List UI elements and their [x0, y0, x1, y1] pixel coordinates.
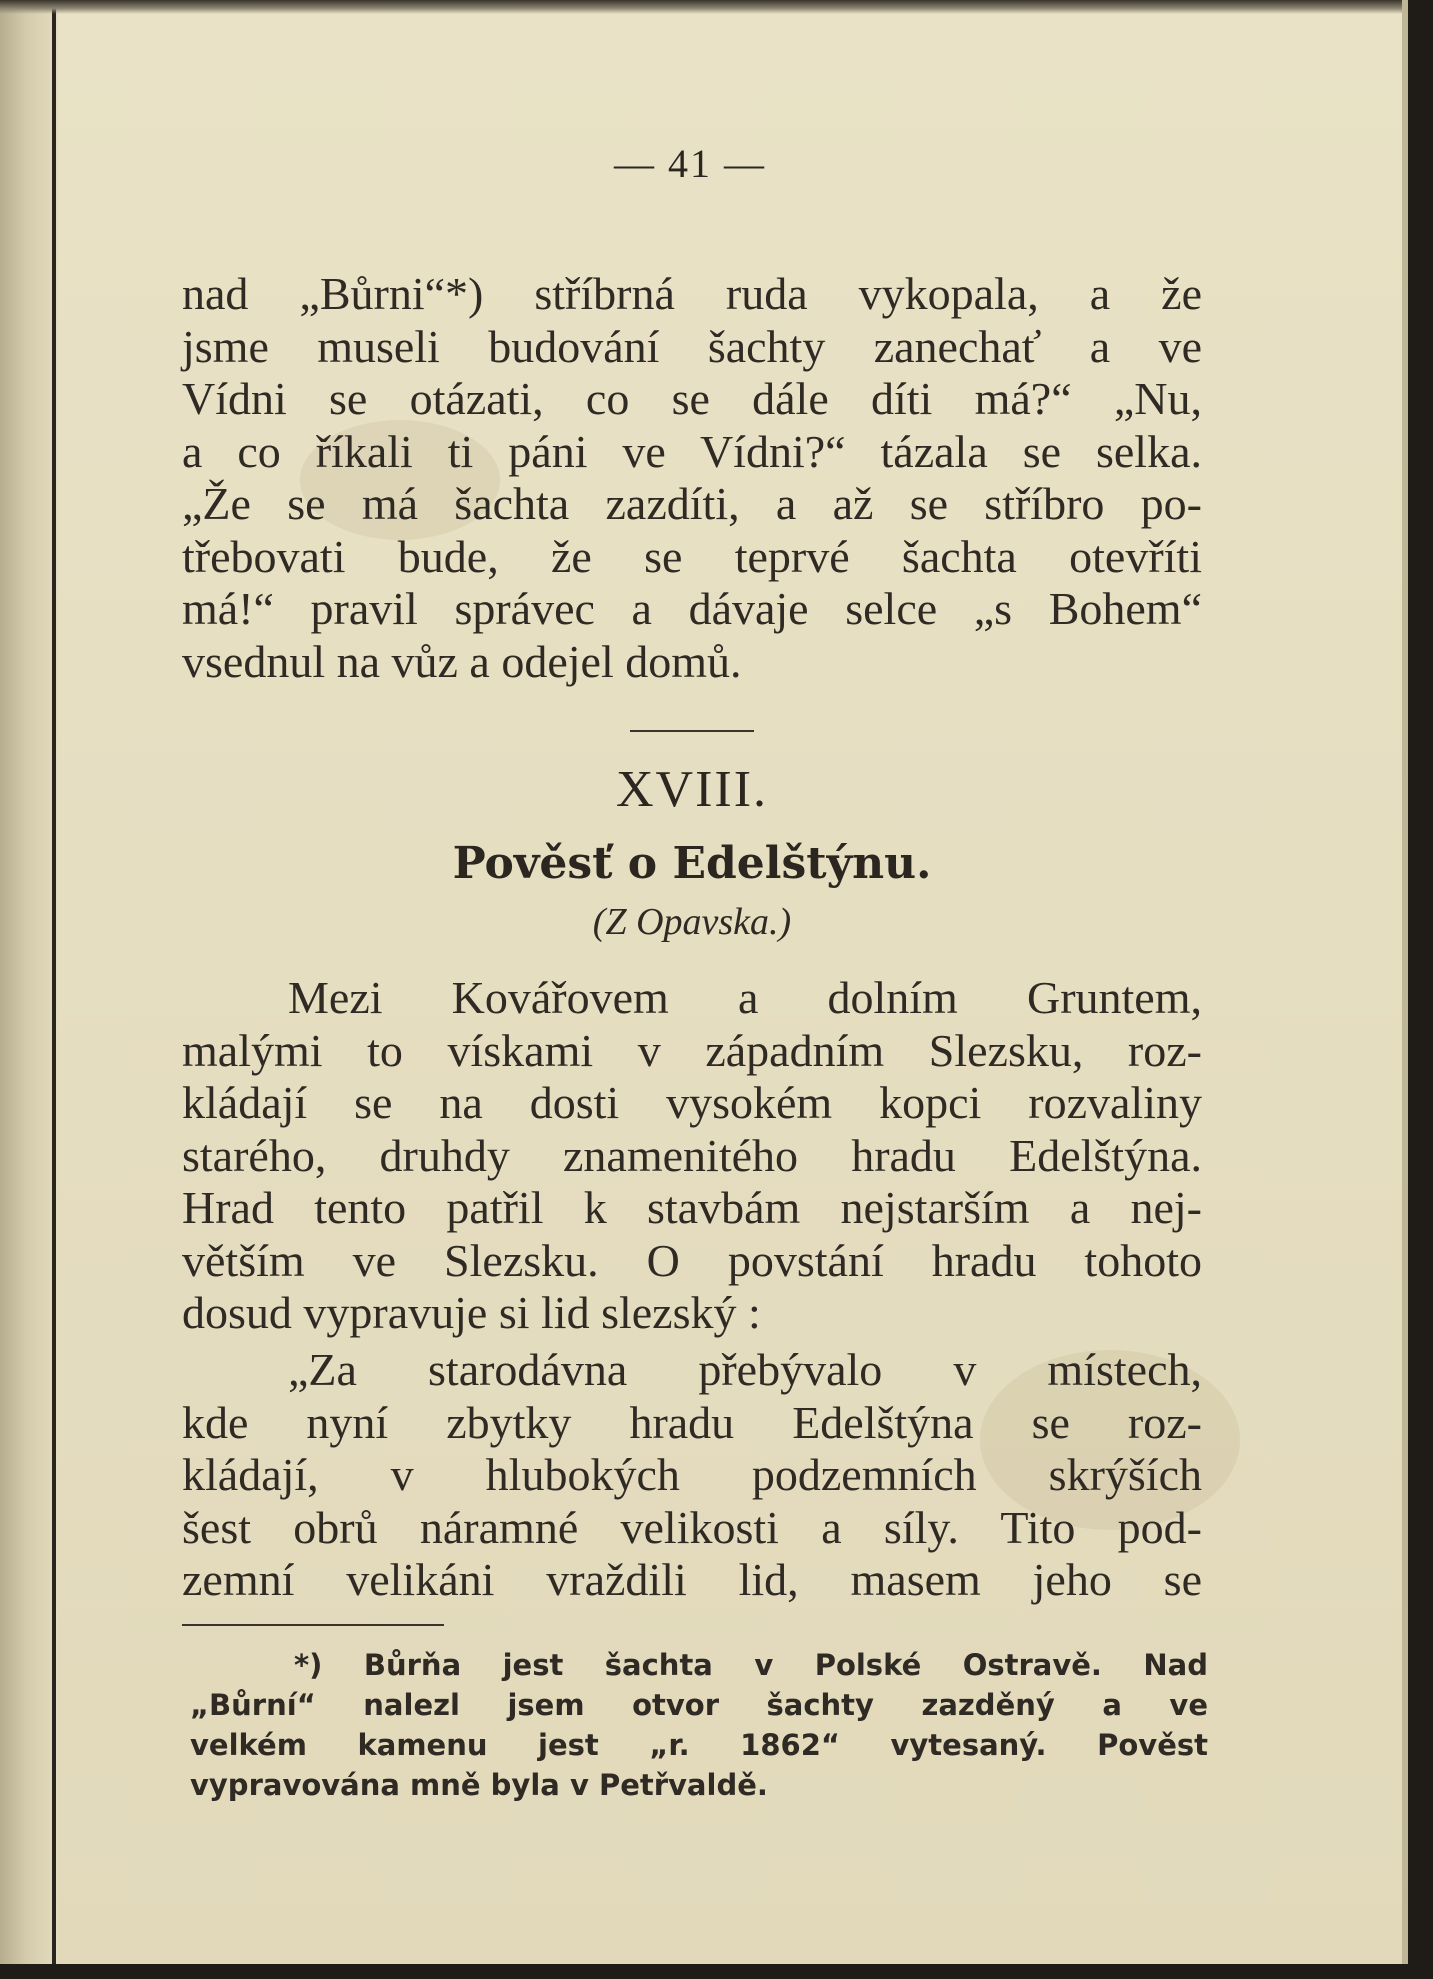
text-line: Vídni se otázati, co se dále díti má?“ „Nu, — [182, 373, 1202, 424]
text-line: „Za starodávna přebývalo v místech, — [288, 1344, 1202, 1395]
text-line: kde nyní zbytky hradu Edelštýna se roz- — [182, 1396, 1202, 1448]
chapter-title: Pověsť o Edelštýnu. — [452, 838, 932, 889]
text-line: šest obrů náramné velikosti a síly. Tito pod- — [182, 1501, 1202, 1553]
footnote-rule — [182, 1624, 444, 1626]
text-line: Mezi Kovářovem a dolním Gruntem, — [288, 972, 1202, 1023]
text-line: starého, druhdy znamenitého hradu Edelštýna. — [182, 1129, 1202, 1181]
text-line: a co říkali ti páni ve Vídni?“ tázala se selka. — [182, 425, 1202, 477]
page-right-edge — [1402, 0, 1408, 1964]
text-line: má!“ pravil správec a dávaje selce „s Bohem“ — [182, 583, 1202, 634]
footnote-line: vypravována mně byla v Petřvaldě. — [190, 1768, 768, 1802]
text-line: malými to vískami v západním Slezsku, roz- — [182, 1024, 1202, 1076]
book-spine — [0, 0, 58, 1964]
text-line: jsme museli budování šachty zanechať a ve — [182, 320, 1202, 372]
spine-edge — [52, 0, 56, 1964]
text-line: kládají se na dosti vysokém kopci rozvaliny — [182, 1077, 1202, 1128]
text-line: vsednul na vůz a odejel domů. — [182, 635, 742, 687]
text-line: „Že se má šachta zazdíti, a až se stříbro po- — [182, 478, 1202, 529]
text-line: nad „Bůrni“*) stříbrná ruda vykopala, a že — [182, 268, 1202, 319]
page-top-edge — [0, 0, 1408, 14]
footnote-line: *) Bůrňa jest šachta v Polské Ostravě. Nad — [294, 1648, 1208, 1682]
paragraph-continued — [182, 268, 1202, 688]
footnote-line: „Bůrní“ nalezl jsem otvor šachty zazděný a ve — [190, 1688, 1208, 1722]
paragraph-intro — [182, 972, 1202, 1340]
paragraph-legend — [182, 1344, 1202, 1607]
footnote — [190, 1645, 1208, 1805]
chapter-subtitle: (Z Opavska.) — [592, 901, 792, 943]
text-line: zemní velikáni vraždili lid, masem jeho se — [182, 1554, 1202, 1605]
text-line: dosud vypravuje si lid slezský : — [182, 1287, 761, 1338]
text-line: kládají, v hlubokých podzemních skrýších — [182, 1449, 1202, 1500]
section-divider — [630, 730, 754, 732]
text-line: Hrad tento patřil k stavbám nejstarším a nej- — [182, 1182, 1202, 1233]
page-number: — 41 — — [614, 141, 766, 186]
footnote-line: velkém kamenu jest „r. 1862“ vytesaný. Pověst — [190, 1728, 1208, 1762]
text-line: větším ve Slezsku. O povstání hradu tohoto — [182, 1234, 1202, 1286]
text-line: třebovati bude, že se teprvé šachta otevříti — [182, 530, 1202, 582]
chapter-number: XVIII. — [615, 761, 769, 818]
